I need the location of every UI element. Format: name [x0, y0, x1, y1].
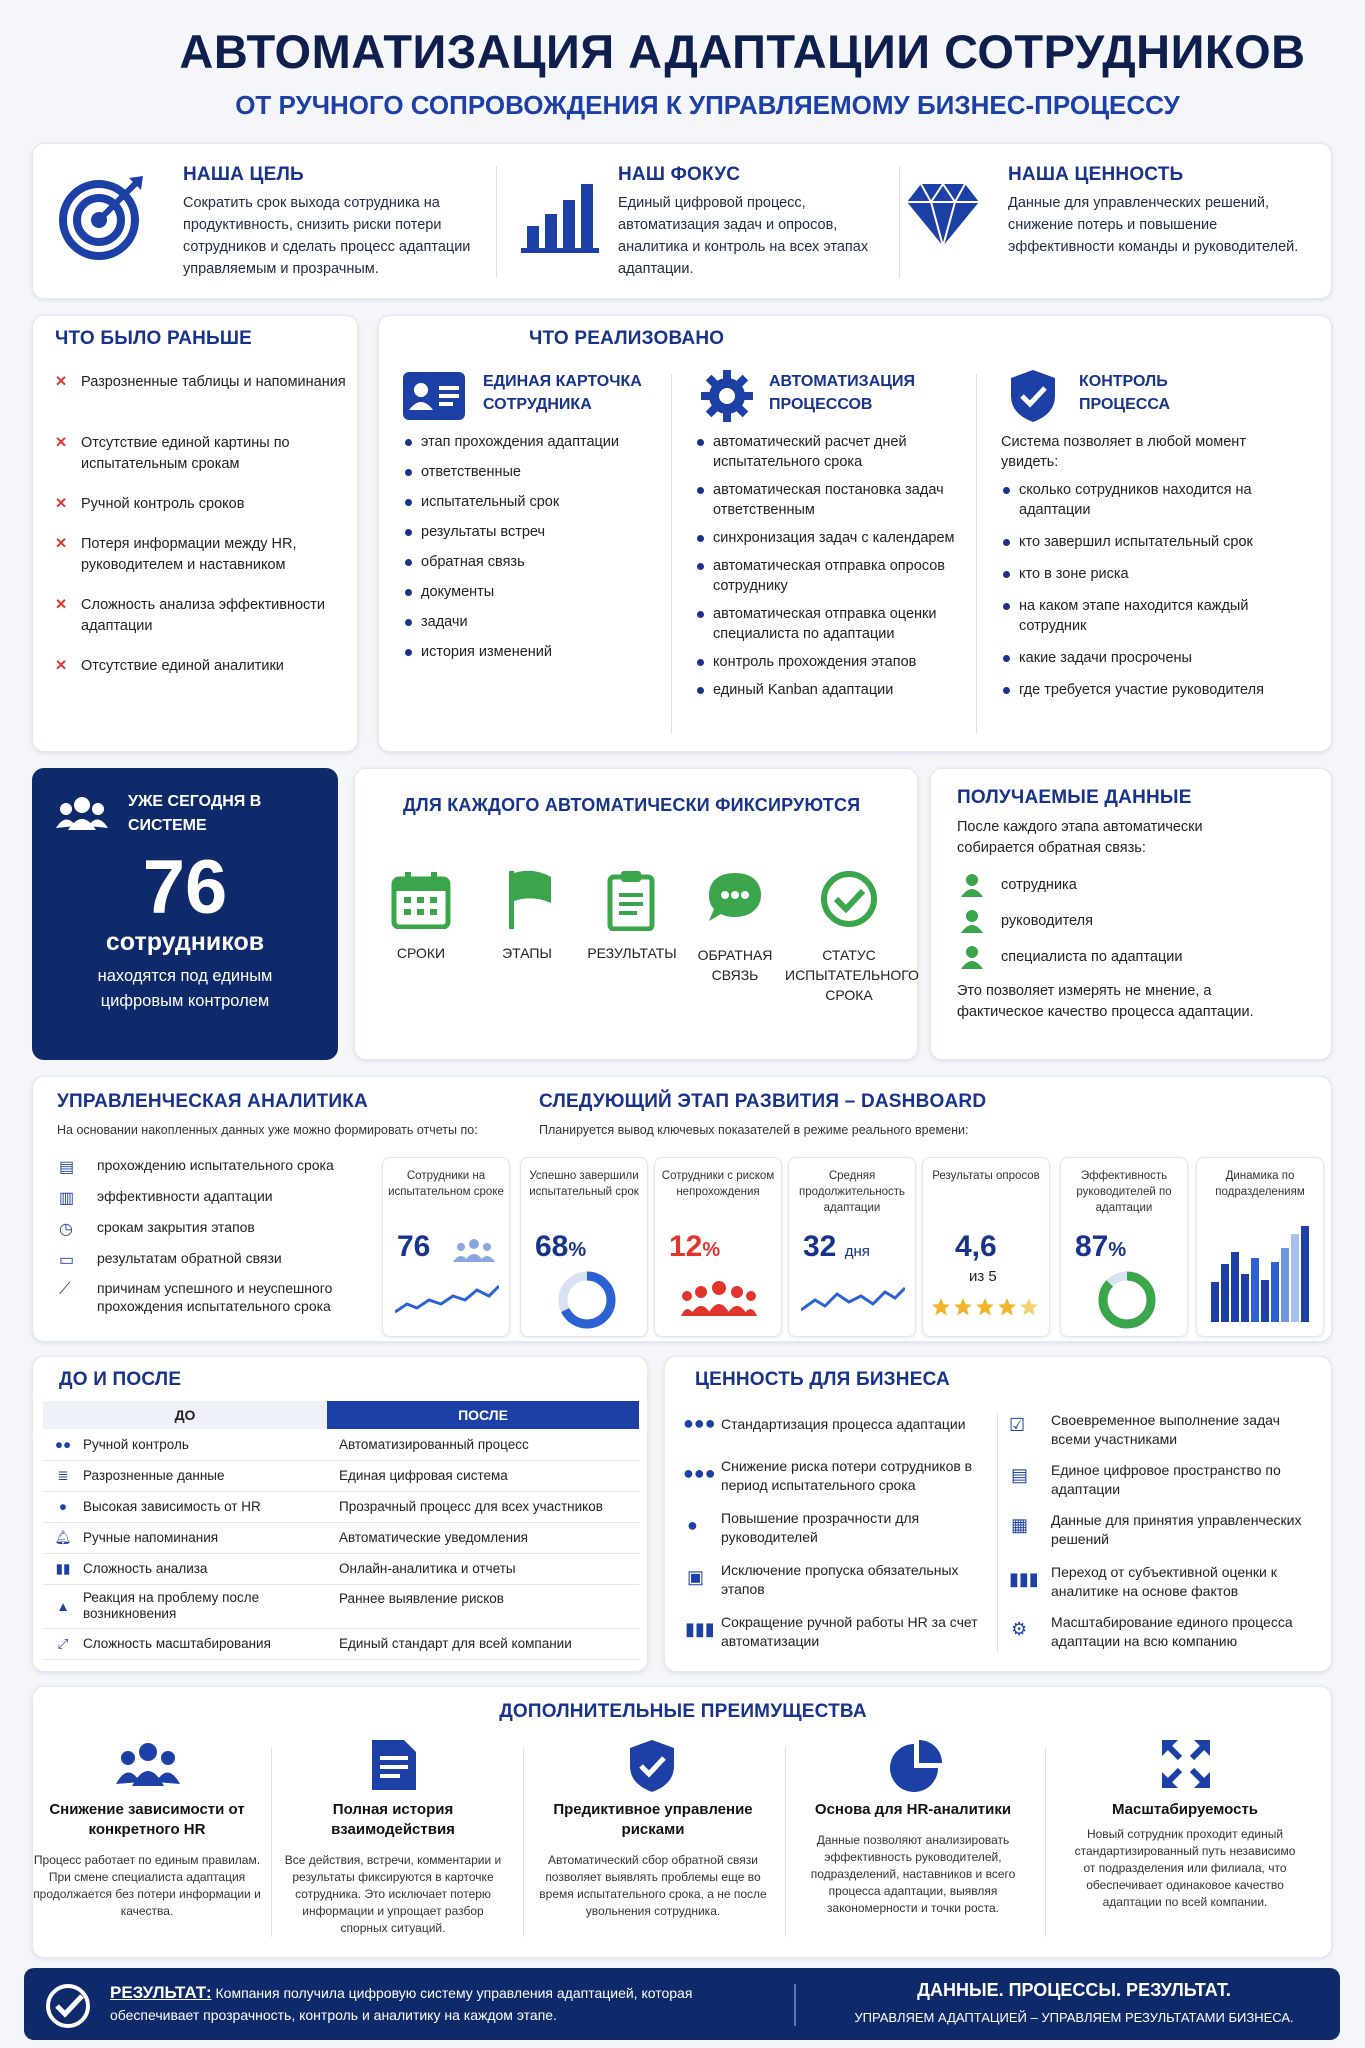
dashboard-intro: Планируется вывод ключевых показателей в режиме реального времени: — [539, 1123, 969, 1137]
star-icon — [976, 1298, 994, 1315]
data-intro: После каждого этапа автоматически собирается обратная связь: — [957, 819, 1203, 856]
today-card — [32, 768, 338, 1060]
control-block-title: КОНТРОЛЬ ПРОЦЕССА — [1079, 373, 1171, 413]
fixed-label: ОБРАТНАЯ СВЯЗЬ — [697, 947, 773, 983]
value-title: НАША ЦЕННОСТЬ — [1008, 164, 1184, 185]
kpi-value: 68% — [535, 1230, 587, 1263]
list-item: на каком этапе находится каждый сотрудник — [1001, 596, 1311, 636]
kpi-card — [1060, 1157, 1188, 1337]
kpi-title: Динамика по подразделениям — [1215, 1170, 1305, 1198]
users-icon: ●● — [43, 1429, 83, 1460]
people-icon — [453, 1238, 495, 1267]
star-rating — [931, 1296, 1043, 1323]
compare-before: Ручной контроль — [83, 1429, 327, 1460]
advantage-item — [278, 1800, 508, 1937]
star-icon — [998, 1298, 1016, 1315]
kpi-value: 4,6 — [955, 1230, 997, 1263]
team-icon — [116, 1742, 180, 1793]
calendar-icon — [391, 871, 451, 934]
star-icon — [932, 1298, 950, 1315]
implemented-card — [378, 315, 1332, 752]
flag-icon — [505, 869, 557, 936]
list-item: какие задачи просрочены — [1001, 648, 1311, 668]
kpi-value: 32 дня — [803, 1230, 870, 1263]
card-block-title: ЕДИНАЯ КАРТОЧКА СОТРУДНИКА — [483, 373, 642, 413]
diamond-icon — [903, 180, 983, 253]
analytics-item: причинам успешного и неуспешного прохождения испытательного срока — [97, 1280, 333, 1314]
today-label: УЖЕ СЕГОДНЯ В СИСТЕМЕ — [128, 793, 262, 834]
list-item: сколько сотрудников находится на адаптации — [1001, 480, 1311, 520]
kpi-card — [382, 1157, 510, 1337]
shield-check-icon — [1009, 368, 1057, 429]
list-item: документы — [403, 582, 663, 602]
kpi-title: Эффективность руководителей по адаптации — [1076, 1170, 1172, 1214]
auto-block-list — [695, 432, 955, 700]
kpi-card — [654, 1157, 782, 1337]
result-label: РЕЗУЛЬТАТ: — [110, 1983, 212, 2002]
table-row — [43, 1429, 639, 1460]
kpi-card — [788, 1157, 916, 1337]
divider — [785, 1747, 786, 1937]
list-item: контроль прохождения этапов — [695, 652, 955, 672]
donut-chart — [1097, 1270, 1157, 1335]
list-item: задачи — [403, 612, 663, 632]
star-icon — [954, 1298, 972, 1315]
person-icon — [961, 909, 983, 938]
business-right-item: Переход от субъективной оценки к аналитике на основе фактов — [1051, 1564, 1277, 1599]
list-item: где требуется участие руководителя — [1001, 680, 1311, 700]
compare-after: Автоматические уведомления — [327, 1522, 639, 1553]
focus-text: Единый цифровой процесс, автоматизация задач и опросов, аналитика и контроль на всех этапах адаптации. — [618, 195, 869, 277]
divider — [523, 1747, 524, 1937]
compare-before: Высокая зависимость от HR — [83, 1491, 327, 1522]
compare-before: Сложность анализа — [83, 1553, 327, 1584]
compare-before: Сложность масштабирования — [83, 1628, 327, 1659]
arrows-icon — [1160, 1738, 1212, 1795]
bell-icon: 🔔︎ — [43, 1522, 83, 1553]
list-item: ✕ Разрозненные таблицы и напоминания — [55, 374, 346, 390]
before-card — [32, 315, 358, 752]
donut-chart — [557, 1270, 617, 1335]
auto-block-title: АВТОМАТИЗАЦИЯ ПРОЦЕССОВ — [769, 373, 915, 413]
chart-icon: ▮▮ — [43, 1553, 83, 1584]
list-item: ✕ Сложность анализа эффективности адаптации — [55, 597, 326, 634]
users-icon — [56, 796, 108, 837]
settings-icon: ⚙ — [1011, 1619, 1028, 1639]
list-item: этап прохождения адаптации — [403, 432, 663, 452]
team-icon: ●●● — [683, 1463, 716, 1483]
report-icon: ▤ — [59, 1159, 75, 1176]
card-block-list — [403, 432, 663, 662]
table-row — [43, 1491, 639, 1522]
page-subtitle: ОТ РУЧНОГО СОПРОВОЖДЕНИЯ К УПРАВЛЯЕМОМУ БИЗНЕС-ПРОЦЕССУ — [235, 90, 1180, 120]
table-row — [43, 1584, 639, 1628]
list-item: автоматический расчет дней испытательного срока — [695, 432, 955, 472]
control-block-list — [1001, 480, 1311, 700]
data-card — [930, 768, 1332, 1060]
today-number: 76 — [142, 845, 228, 930]
advantage-title: Основа для HR-аналитики — [814, 1801, 1012, 1818]
business-right-item: Данные для принятия управленческих решений — [1051, 1512, 1302, 1547]
trend-icon: ⟋ — [59, 1281, 71, 1298]
divider — [671, 374, 672, 734]
compare-header-before: ДО — [43, 1401, 327, 1429]
advantages-title: ДОПОЛНИТЕЛЬНЫЕ ПРЕИМУЩЕСТВА — [499, 1701, 867, 1722]
compare-after: Раннее выявление рисков — [327, 1584, 639, 1628]
list-item: ✕ Ручной контроль сроков — [55, 496, 245, 512]
fixed-label: СРОКИ — [396, 945, 446, 961]
footer-result — [110, 1982, 730, 2026]
data-item: сотрудника — [1001, 877, 1077, 893]
business-left-item: Повышение прозрачности для руководителей — [721, 1510, 920, 1545]
analytics-item: срокам закрытия этапов — [97, 1219, 255, 1235]
list-item: кто завершил испытательный срок — [1001, 532, 1311, 552]
advantage-title: Полная история взаимодействия — [331, 1801, 455, 1838]
advantage-title: Снижение зависимости от конкретного HR — [49, 1801, 245, 1838]
list-item: единый Kanban адаптации — [695, 680, 955, 700]
document-icon: ▤ — [1011, 1465, 1029, 1485]
user-icon: ● — [43, 1491, 83, 1522]
list-item: результаты встреч — [403, 522, 663, 542]
goal-text: Сократить срок выхода сотрудника на продуктивность, снизить риски потери сотрудников и сделать процесс адаптации управляемым и прозрачным. — [183, 195, 471, 277]
analytics-item: прохождению испытательного срока — [97, 1157, 334, 1173]
list-item: ✕ Потеря информации между HR, руководителем и наставником — [55, 536, 297, 573]
fixed-label: ЭТАПЫ — [502, 945, 552, 961]
data-item: руководителя — [1001, 913, 1093, 929]
implemented-title: ЧТО РЕАЛИЗОВАНО — [529, 328, 725, 349]
list-item: кто в зоне риска — [1001, 564, 1311, 584]
kpi-card — [520, 1157, 648, 1337]
result-text: Компания получила цифровую систему управления адаптацией, которая обеспечивает прозрачность, контроль и аналитику на каждом этапе. — [110, 1985, 693, 2023]
today-unit: сотрудников — [105, 928, 265, 956]
advantage-title: Предиктивное управление рисками — [553, 1801, 753, 1838]
list-item: испытательный срок — [403, 492, 663, 512]
list-item: синхронизация задач с календарем — [695, 528, 955, 548]
sparkline — [801, 1282, 905, 1321]
list-item: ответственные — [403, 462, 663, 482]
analytics-item: эффективности адаптации — [97, 1188, 273, 1204]
business-card — [664, 1356, 1332, 1672]
kpi-title: Средняя продолжительность адаптации — [798, 1170, 906, 1214]
value-divider — [899, 166, 900, 278]
compare-after: Прозрачный процесс для всех участников — [327, 1491, 639, 1522]
check-square-icon: ☑ — [1009, 1415, 1026, 1435]
data-title: ПОЛУЧАЕМЫЕ ДАННЫЕ — [957, 787, 1192, 808]
divider — [997, 1413, 998, 1653]
person-icon — [961, 873, 983, 902]
business-right-item: Своевременное выполнение задач всеми участниками — [1051, 1412, 1280, 1447]
business-left-item: Снижение риска потери сотрудников в период испытательного срока — [721, 1458, 973, 1493]
list-item: автоматическая отправка опросов сотруднику — [695, 556, 955, 596]
team-icon: ●●● — [683, 1413, 716, 1433]
star-icon — [1020, 1298, 1038, 1315]
compare-after: Онлайн-аналитика и отчеты — [327, 1553, 639, 1584]
focus-divider — [496, 166, 497, 278]
people-risk-icon — [681, 1280, 757, 1321]
user-icon: ● — [687, 1515, 698, 1535]
trend-icon: ▮▮▮ — [685, 1619, 715, 1639]
kpi-value: 12% — [669, 1230, 721, 1263]
dashboard-title: СЛЕДУЮЩИЙ ЭТАП РАЗВИТИЯ – DASHBOARD — [539, 1091, 987, 1112]
kpi-title: Успешно завершили испытательный срок — [529, 1170, 639, 1198]
advantage-item — [538, 1800, 768, 1920]
kpi-title: Сотрудники с риском непрохождения — [661, 1170, 775, 1198]
before-list — [53, 372, 353, 677]
compare-after: Автоматизированный процесс — [327, 1429, 639, 1460]
document-icon — [370, 1738, 418, 1797]
list-item: обратная связь — [403, 552, 663, 572]
clock-icon: ◷ — [59, 1221, 73, 1238]
divider — [976, 374, 977, 734]
person-icon — [961, 945, 983, 974]
analytics-item: результатам обратной связи — [97, 1250, 282, 1266]
check-circle-icon — [819, 869, 879, 934]
business-right-item: Единое цифровое пространство по адаптации — [1051, 1462, 1281, 1497]
clipboard-icon — [607, 869, 655, 936]
compare-title: ДО И ПОСЛЕ — [59, 1369, 182, 1390]
compare-after: Единая цифровая система — [327, 1460, 639, 1491]
warning-icon: ▲ — [43, 1584, 83, 1628]
kpi-card — [922, 1157, 1050, 1337]
fixed-title: ДЛЯ КАЖДОГО АВТОМАТИЧЕСКИ ФИКСИРУЮТСЯ — [403, 795, 861, 815]
list-item: история изменений — [403, 642, 663, 662]
bar-chart-icon — [521, 178, 601, 259]
kpi-title: Сотрудники на испытательном сроке — [388, 1170, 504, 1198]
advantage-text: Новый сотрудник проходит единый стандартизированный путь независимо от подразделения или филиала, что обеспечивает одинаковое качество адаптации по всей компании. — [1074, 1827, 1296, 1909]
sparkline — [395, 1282, 499, 1321]
pie-icon — [888, 1738, 944, 1799]
kpi-card — [1196, 1157, 1324, 1337]
footer-banner — [24, 1968, 1340, 2040]
advantage-item — [798, 1800, 1028, 1917]
list-item: ✕ Отсутствие единой картины по испытательным срокам — [55, 435, 290, 472]
footer-slogan: ДАННЫЕ. ПРОЦЕССЫ. РЕЗУЛЬТАТ. — [917, 1980, 1231, 2000]
business-left-item: Сокращение ручной работы HR за счет автоматизации — [721, 1614, 978, 1649]
checklist-icon: ▣ — [687, 1567, 705, 1587]
compare-before: Ручные напоминания — [83, 1522, 327, 1553]
today-text: находятся под единым цифровым контролем — [97, 967, 273, 1010]
compare-card — [32, 1356, 648, 1672]
focus-title: НАШ ФОКУС — [618, 164, 741, 185]
fixed-card — [354, 768, 918, 1060]
list-item: автоматическая постановка задач ответственным — [695, 480, 955, 520]
bar-chart — [1209, 1224, 1313, 1329]
table-row — [43, 1553, 639, 1584]
list-item: ✕ Отсутствие единой аналитики — [55, 658, 284, 674]
kpi-value: 87% — [1075, 1230, 1127, 1263]
shield-icon — [628, 1738, 676, 1799]
goal-title: НАША ЦЕЛЬ — [183, 164, 304, 185]
analytics-title: УПРАВЛЕНЧЕСКАЯ АНАЛИТИКА — [57, 1091, 368, 1112]
top-summary-card — [32, 143, 1332, 299]
control-intro: Система позволяет в любой момент увидеть: — [1001, 434, 1246, 470]
advantage-item — [32, 1800, 262, 1920]
advantage-text: Все действия, встречи, комментарии и результаты фиксируются в карточке сотрудника. Это исключает потерю информации и упрощает разбор спорных ситуаций. — [284, 1853, 502, 1935]
business-left-item: Стандартизация процесса адаптации — [721, 1416, 966, 1432]
target-icon — [59, 172, 147, 265]
trend-icon: ▮▮▮ — [1009, 1569, 1039, 1589]
gear-icon — [699, 368, 755, 429]
database-icon: ≣ — [43, 1460, 83, 1491]
page-title: АВТОМАТИЗАЦИЯ АДАПТАЦИИ СОТРУДНИКОВ — [179, 25, 1306, 78]
compare-after: Единый стандарт для всей компании — [327, 1628, 639, 1659]
advantage-item — [1070, 1800, 1300, 1911]
donut-fill — [1103, 1276, 1151, 1324]
divider — [794, 1984, 796, 2026]
table-row — [43, 1460, 639, 1491]
business-right-item: Масштабирование единого процесса адаптации на всю компанию — [1051, 1614, 1293, 1649]
compare-header-after: ПОСЛЕ — [327, 1401, 639, 1429]
compare-table — [43, 1429, 639, 1660]
list-item: автоматическая отправка оценки специалиста по адаптации — [695, 604, 955, 644]
chat-icon — [705, 869, 765, 932]
analytics-intro: На основании накопленных данных уже можно формировать отчеты по: — [57, 1123, 478, 1137]
table-row — [43, 1522, 639, 1553]
before-title: ЧТО БЫЛО РАНЬШЕ — [55, 328, 253, 349]
advantage-text: Данные позволяют анализировать эффективность руководителей, подразделений, наставников и всего процесса адаптации, выявляя закономерности и точки роста. — [810, 1833, 1016, 1915]
business-title: ЦЕННОСТЬ ДЛЯ БИЗНЕСА — [695, 1369, 950, 1390]
check-circle-icon — [44, 1982, 92, 2035]
footer-slogan-sub: УПРАВЛЯЕМ АДАПТАЦИЕЙ – УПРАВЛЯЕМ РЕЗУЛЬТАТАМИ БИЗНЕСА. — [854, 2010, 1294, 2025]
kpi-value: 76 — [397, 1230, 431, 1263]
value-text: Данные для управленческих решений, снижение потерь и повышение эффективности команды и руководителей. — [1008, 195, 1299, 255]
fixed-label: СТАТУС ИСПЫТАТЕЛЬНОГО СРОКА — [785, 947, 919, 1003]
compare-before: Разрозненные данные — [83, 1460, 327, 1491]
advantage-text: Автоматический сбор обратной связи позволяет выявлять проблемы еще во время испытательного срока, а не после увольнения сотрудника. — [539, 1853, 767, 1918]
chart-icon: ▥ — [59, 1190, 75, 1207]
advantage-text: Процесс работает по единым правилам. При смене специалиста адаптация продолжается без потери информации и качества. — [33, 1853, 261, 1918]
divider — [271, 1747, 272, 1937]
data-item: специалиста по адаптации — [1001, 949, 1183, 965]
kpi-title: Результаты опросов — [932, 1170, 1040, 1182]
business-left-item: Исключение пропуска обязательных этапов — [721, 1562, 959, 1597]
table-row — [43, 1628, 639, 1659]
data-outro: Это позволяет измерять не мнение, а фактическое качество процесса адаптации. — [957, 983, 1254, 1020]
id-card-icon — [403, 372, 465, 425]
expand-icon: ⤢ — [43, 1628, 83, 1659]
kpi-suffix: из 5 — [969, 1268, 997, 1285]
report-icon: ▦ — [1011, 1515, 1029, 1535]
compare-before: Реакция на проблему после возникновения — [83, 1584, 327, 1628]
comment-icon: ▭ — [59, 1252, 75, 1269]
advantage-title: Масштабируемость — [1111, 1801, 1259, 1818]
fixed-label: РЕЗУЛЬТАТЫ — [587, 945, 677, 961]
divider — [1045, 1747, 1046, 1937]
